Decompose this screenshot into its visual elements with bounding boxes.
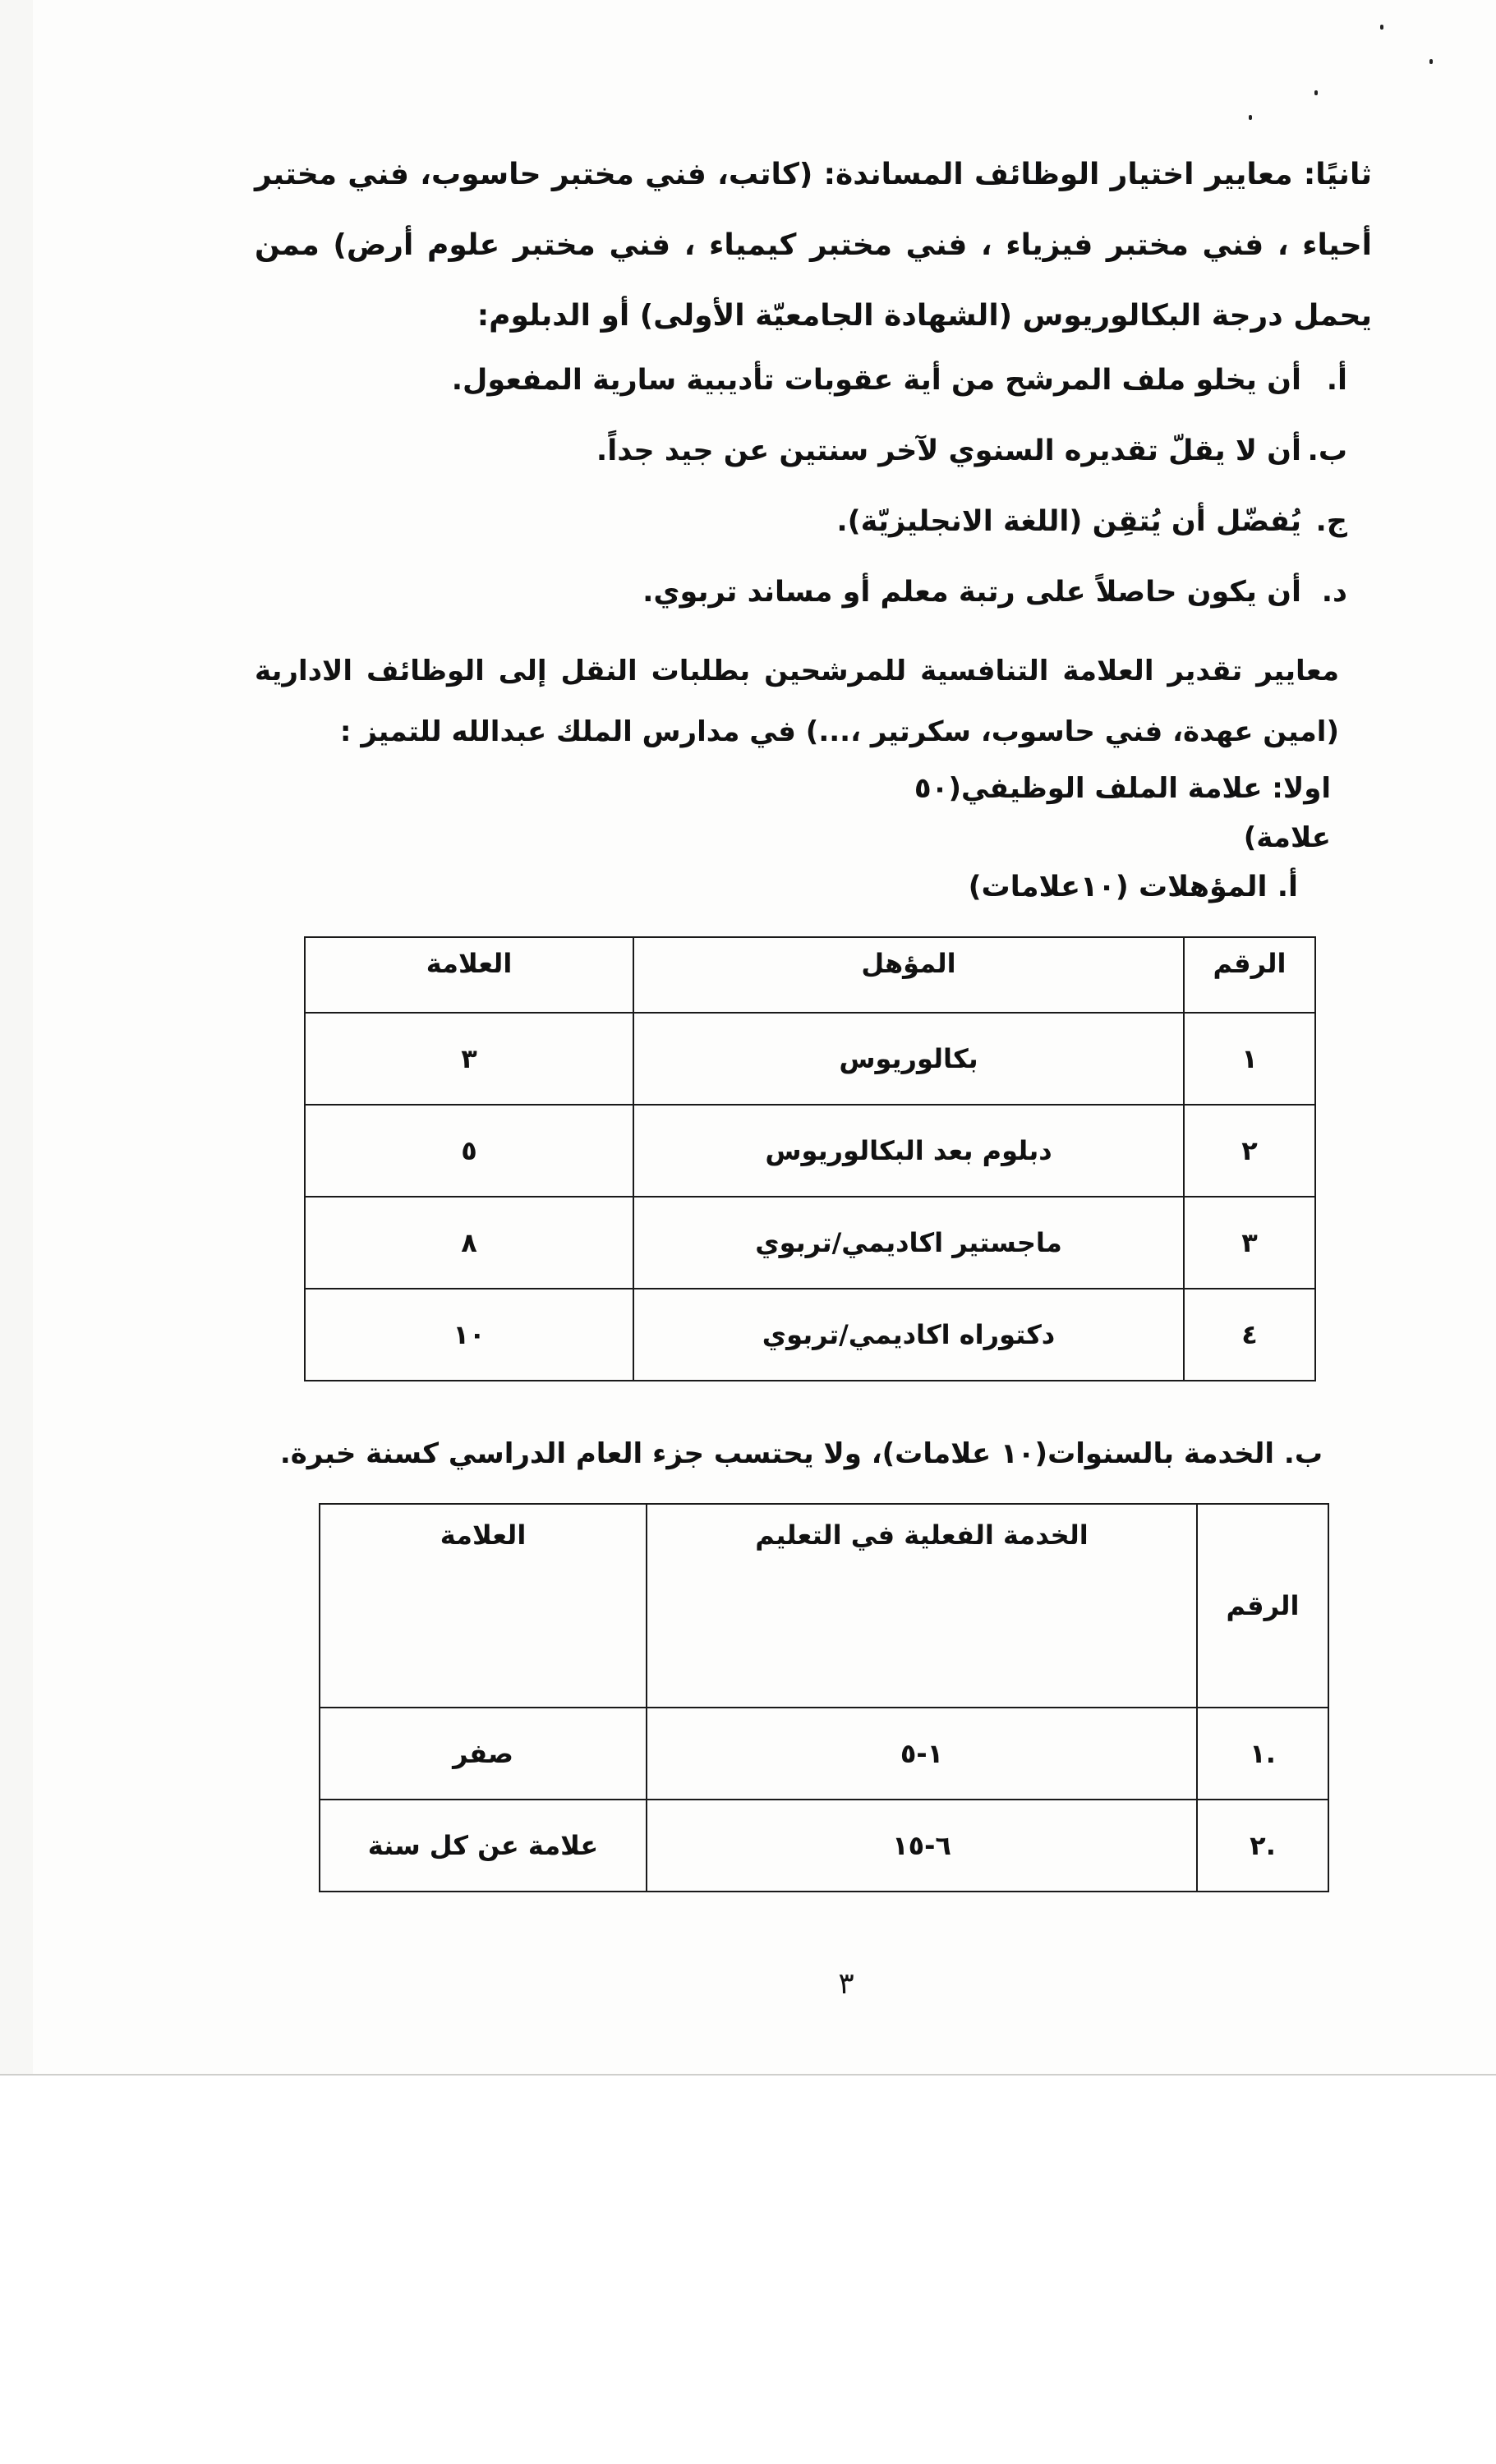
- header-num: الرقم: [1184, 937, 1315, 1013]
- cell-qualification: دكتوراه اكاديمي/تربوي: [633, 1289, 1184, 1381]
- scan-speck: [1380, 25, 1383, 30]
- cell-mark: ٥: [305, 1105, 633, 1197]
- scan-speck: [1314, 90, 1318, 95]
- list-item-text: أن يخلو ملف المرشح من أية عقوبات تأديبية سارية المفعول.: [451, 364, 1301, 397]
- cell-service: ١-٥: [647, 1708, 1197, 1800]
- cell-mark: ١٠: [305, 1289, 633, 1381]
- table-row: [305, 1013, 1315, 1105]
- header-service: الخدمة الفعلية في التعليم: [647, 1504, 1197, 1708]
- cell-num: .٢: [1197, 1800, 1328, 1892]
- cell-mark: علامة عن كل سنة: [320, 1800, 647, 1892]
- table-header-row: [305, 937, 1315, 1013]
- cell-num: .١: [1197, 1708, 1328, 1800]
- table-row: [305, 1105, 1315, 1197]
- list-item: [690, 486, 1347, 557]
- competitive-intro: معايير تقدير العلامة التنافسية للمرشحين بطلبات النقل إلى الوظائف الادارية (امين عهدة، فني حاسوب، سكرتير ،...) في مدارس الملك عبدالله للتميز :: [255, 655, 1339, 748]
- list-marker: ج.: [1315, 505, 1347, 538]
- list-item: [642, 557, 1347, 627]
- cell-num: ٢: [1184, 1105, 1315, 1197]
- table-header-row: [320, 1504, 1328, 1708]
- list-marker: د.: [1321, 576, 1347, 609]
- table-row: [305, 1289, 1315, 1381]
- list-marker: ب.: [1307, 434, 1347, 467]
- cell-mark: صفر: [320, 1708, 647, 1800]
- cell-num: ٣: [1184, 1197, 1315, 1289]
- service-table: [319, 1503, 1329, 1892]
- page-number: ٣: [838, 1967, 854, 2001]
- cell-service: ٦-١٥: [647, 1800, 1197, 1892]
- table-row: [320, 1708, 1328, 1800]
- header-qualification: المؤهل: [633, 937, 1184, 1013]
- criteria-list: [451, 345, 1347, 627]
- cell-mark: ٣: [305, 1013, 633, 1105]
- table-row: [320, 1800, 1328, 1892]
- list-item: [451, 345, 1347, 416]
- section-two-heading: ثانيًا: معايير اختيار الوظائف المساندة: (كاتب، فني مختبر حاسوب، فني مختبر أحياء ، فني مختبر فيزياء ، فني مختبر كيمياء ، فني مختبر علوم أرض) ممن يحمل درجة البكالوريوس (الشهادة الجامعيّة الأولى) أو الدبلوم:: [255, 158, 1372, 333]
- cell-qualification: ماجستير اكاديمي/تربوي: [633, 1197, 1184, 1289]
- list-item-text: يُفضّل أن يُتقِن (اللغة الانجليزيّة).: [836, 505, 1301, 538]
- qualifications-title: أ. المؤهلات (١٠علامات): [968, 871, 1298, 903]
- list-item-text: أن يكون حاصلاً على رتبة معلم أو مساند تربوي.: [642, 576, 1301, 609]
- cell-mark: ٨: [305, 1197, 633, 1289]
- header-num: الرقم: [1197, 1504, 1328, 1708]
- scan-speck: [1249, 115, 1252, 120]
- table-row: [305, 1197, 1315, 1289]
- qualifications-table: [304, 936, 1316, 1381]
- cell-num: ٤: [1184, 1289, 1315, 1381]
- cell-num: ١: [1184, 1013, 1315, 1105]
- file-mark-heading: اولا: علامة الملف الوظيفي(٥٠ علامة): [914, 772, 1331, 854]
- cell-qualification: بكالوريوس: [633, 1013, 1184, 1105]
- list-marker: أ.: [1326, 364, 1347, 397]
- service-title: ب. الخدمة بالسنوات(١٠ علامات)، ولا يحتسب جزء العام الدراسي كسنة خبرة.: [279, 1437, 1323, 1470]
- header-mark: العلامة: [305, 937, 633, 1013]
- cell-qualification: دبلوم بعد البكالوريوس: [633, 1105, 1184, 1197]
- list-item-text: أن لا يقلّ تقديره السنوي لآخر سنتين عن جيد جداً.: [596, 434, 1301, 467]
- scan-speck: [1429, 59, 1433, 64]
- header-mark: العلامة: [320, 1504, 647, 1708]
- list-item: [596, 416, 1347, 486]
